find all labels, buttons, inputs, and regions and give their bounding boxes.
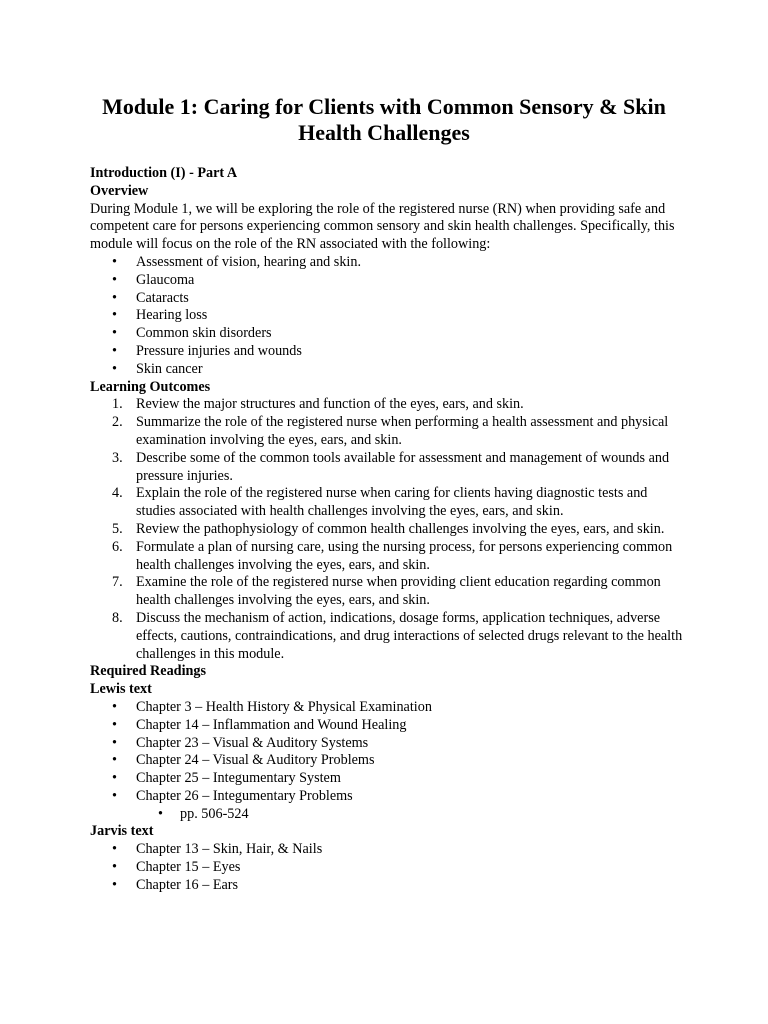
outcomes-list: [90, 396, 690, 663]
list-item: 1. Review the major structures and function of the eyes, ears, and skin.: [112, 396, 524, 413]
readings-heading: Required Readings: [90, 663, 207, 680]
list-item: 4. Explain the role of the registered nurse when caring for clients having diagnostic tests and studies associated with health challenges involving the eyes, ears, and skin.: [112, 485, 648, 520]
lewis-list: [90, 699, 690, 806]
list-item: 5. Review the pathophysiology of common health challenges involving the eyes, ears, and skin.: [112, 520, 665, 537]
list-item: • Glaucoma: [90, 272, 690, 290]
list-item: • Assessment of vision, hearing and skin.: [90, 254, 690, 272]
list-item: • pp. 506-524: [90, 806, 690, 824]
focus-list: [90, 254, 690, 379]
list-item: • Chapter 23 – Visual & Auditory Systems: [90, 735, 690, 753]
overview-paragraph: During Module 1, we will be exploring the role of the registered nurse (RN) when providing safe and competent care for persons experiencing common sensory and skin health challenges. Specifically, this module will focus on the role of the RN associated with the following:: [90, 200, 675, 253]
list-item: • Chapter 26 – Integumentary Problems: [90, 788, 690, 806]
intro-heading: Introduction (I) - Part A: [90, 165, 238, 181]
outcome-text: Summarize the role of the registered nurse when performing a health assessment and physical examination involving the eyes, ears, and skin.: [136, 414, 669, 448]
jarvis-list: [90, 841, 690, 894]
list-item: 6. Formulate a plan of nursing care, using the nursing process, for persons experiencing common health challenges involving the eyes, ears, and skin.: [112, 538, 673, 573]
outcome-text: Formulate a plan of nursing care, using the nursing process, for persons experiencing common health challenges involving the eyes, ears, and skin.: [136, 538, 673, 573]
list-item: • Chapter 3 – Health History & Physical Examination: [90, 699, 690, 717]
list-item: • Chapter 13 – Skin, Hair, & Nails: [90, 841, 690, 859]
list-item: • Cataracts: [90, 290, 690, 308]
document-body: [90, 165, 690, 895]
outcome-text: Explain the role of the registered nurse when caring for clients having diagnostic tests and studies associated with health challenges involving the eyes, ears, and skin.: [136, 485, 648, 520]
list-item: • Chapter 14 – Inflammation and Wound Healing: [90, 717, 690, 735]
list-item: 2. Summarize the role of the registered nurse when performing a health assessment and physical examination involving the eyes, ears, and skin.: [112, 414, 669, 448]
list-item: • Hearing loss: [90, 307, 690, 325]
outcomes-heading: Learning Outcomes: [90, 378, 211, 395]
outcome-text: Describe some of the common tools available for assessment and management of wounds and pressure injuries.: [136, 449, 670, 484]
lewis-sub-list: [90, 806, 690, 824]
outcome-text: Examine the role of the registered nurse when providing client education regarding common health challenges involving the eyes, ears, and skin.: [136, 574, 661, 609]
jarvis-heading: Jarvis text: [90, 823, 154, 840]
list-item: 3. Describe some of the common tools available for assessment and management of wounds and pressure injuries.: [112, 449, 670, 484]
list-item: • Skin cancer: [90, 361, 690, 379]
list-item: • Chapter 16 – Ears: [90, 877, 690, 895]
list-item: 8. Discuss the mechanism of action, indications, dosage forms, application techniques, adverse effects, cautions, contraindications, and drug interactions of selected drugs relevant to the health challenges in this module.: [112, 609, 683, 662]
list-item: • Chapter 24 – Visual & Auditory Problems: [90, 752, 690, 770]
lewis-heading: Lewis text: [90, 681, 152, 698]
list-item: • Common skin disorders: [90, 325, 690, 343]
list-item: • Chapter 25 – Integumentary System: [90, 770, 690, 788]
overview-heading: Overview: [90, 182, 149, 199]
list-item: • Pressure injuries and wounds: [90, 343, 690, 361]
outcome-text: Review the pathophysiology of common health challenges involving the eyes, ears, and skin.: [136, 520, 665, 537]
list-item: 7. Examine the role of the registered nurse when providing client education regarding common health challenges involving the eyes, ears, and skin.: [112, 574, 661, 609]
outcome-text: Discuss the mechanism of action, indications, dosage forms, application techniques, adverse effects, cautions, contraindications, and drug interactions of selected drugs relevant to the health challenges in this module.: [136, 609, 683, 662]
page-title: Module 1: Caring for Clients with Common Sensory & Skin Health Challenges: [102, 94, 666, 145]
list-item: • Chapter 15 – Eyes: [90, 859, 690, 877]
outcome-text: Review the major structures and function of the eyes, ears, and skin.: [136, 396, 524, 413]
